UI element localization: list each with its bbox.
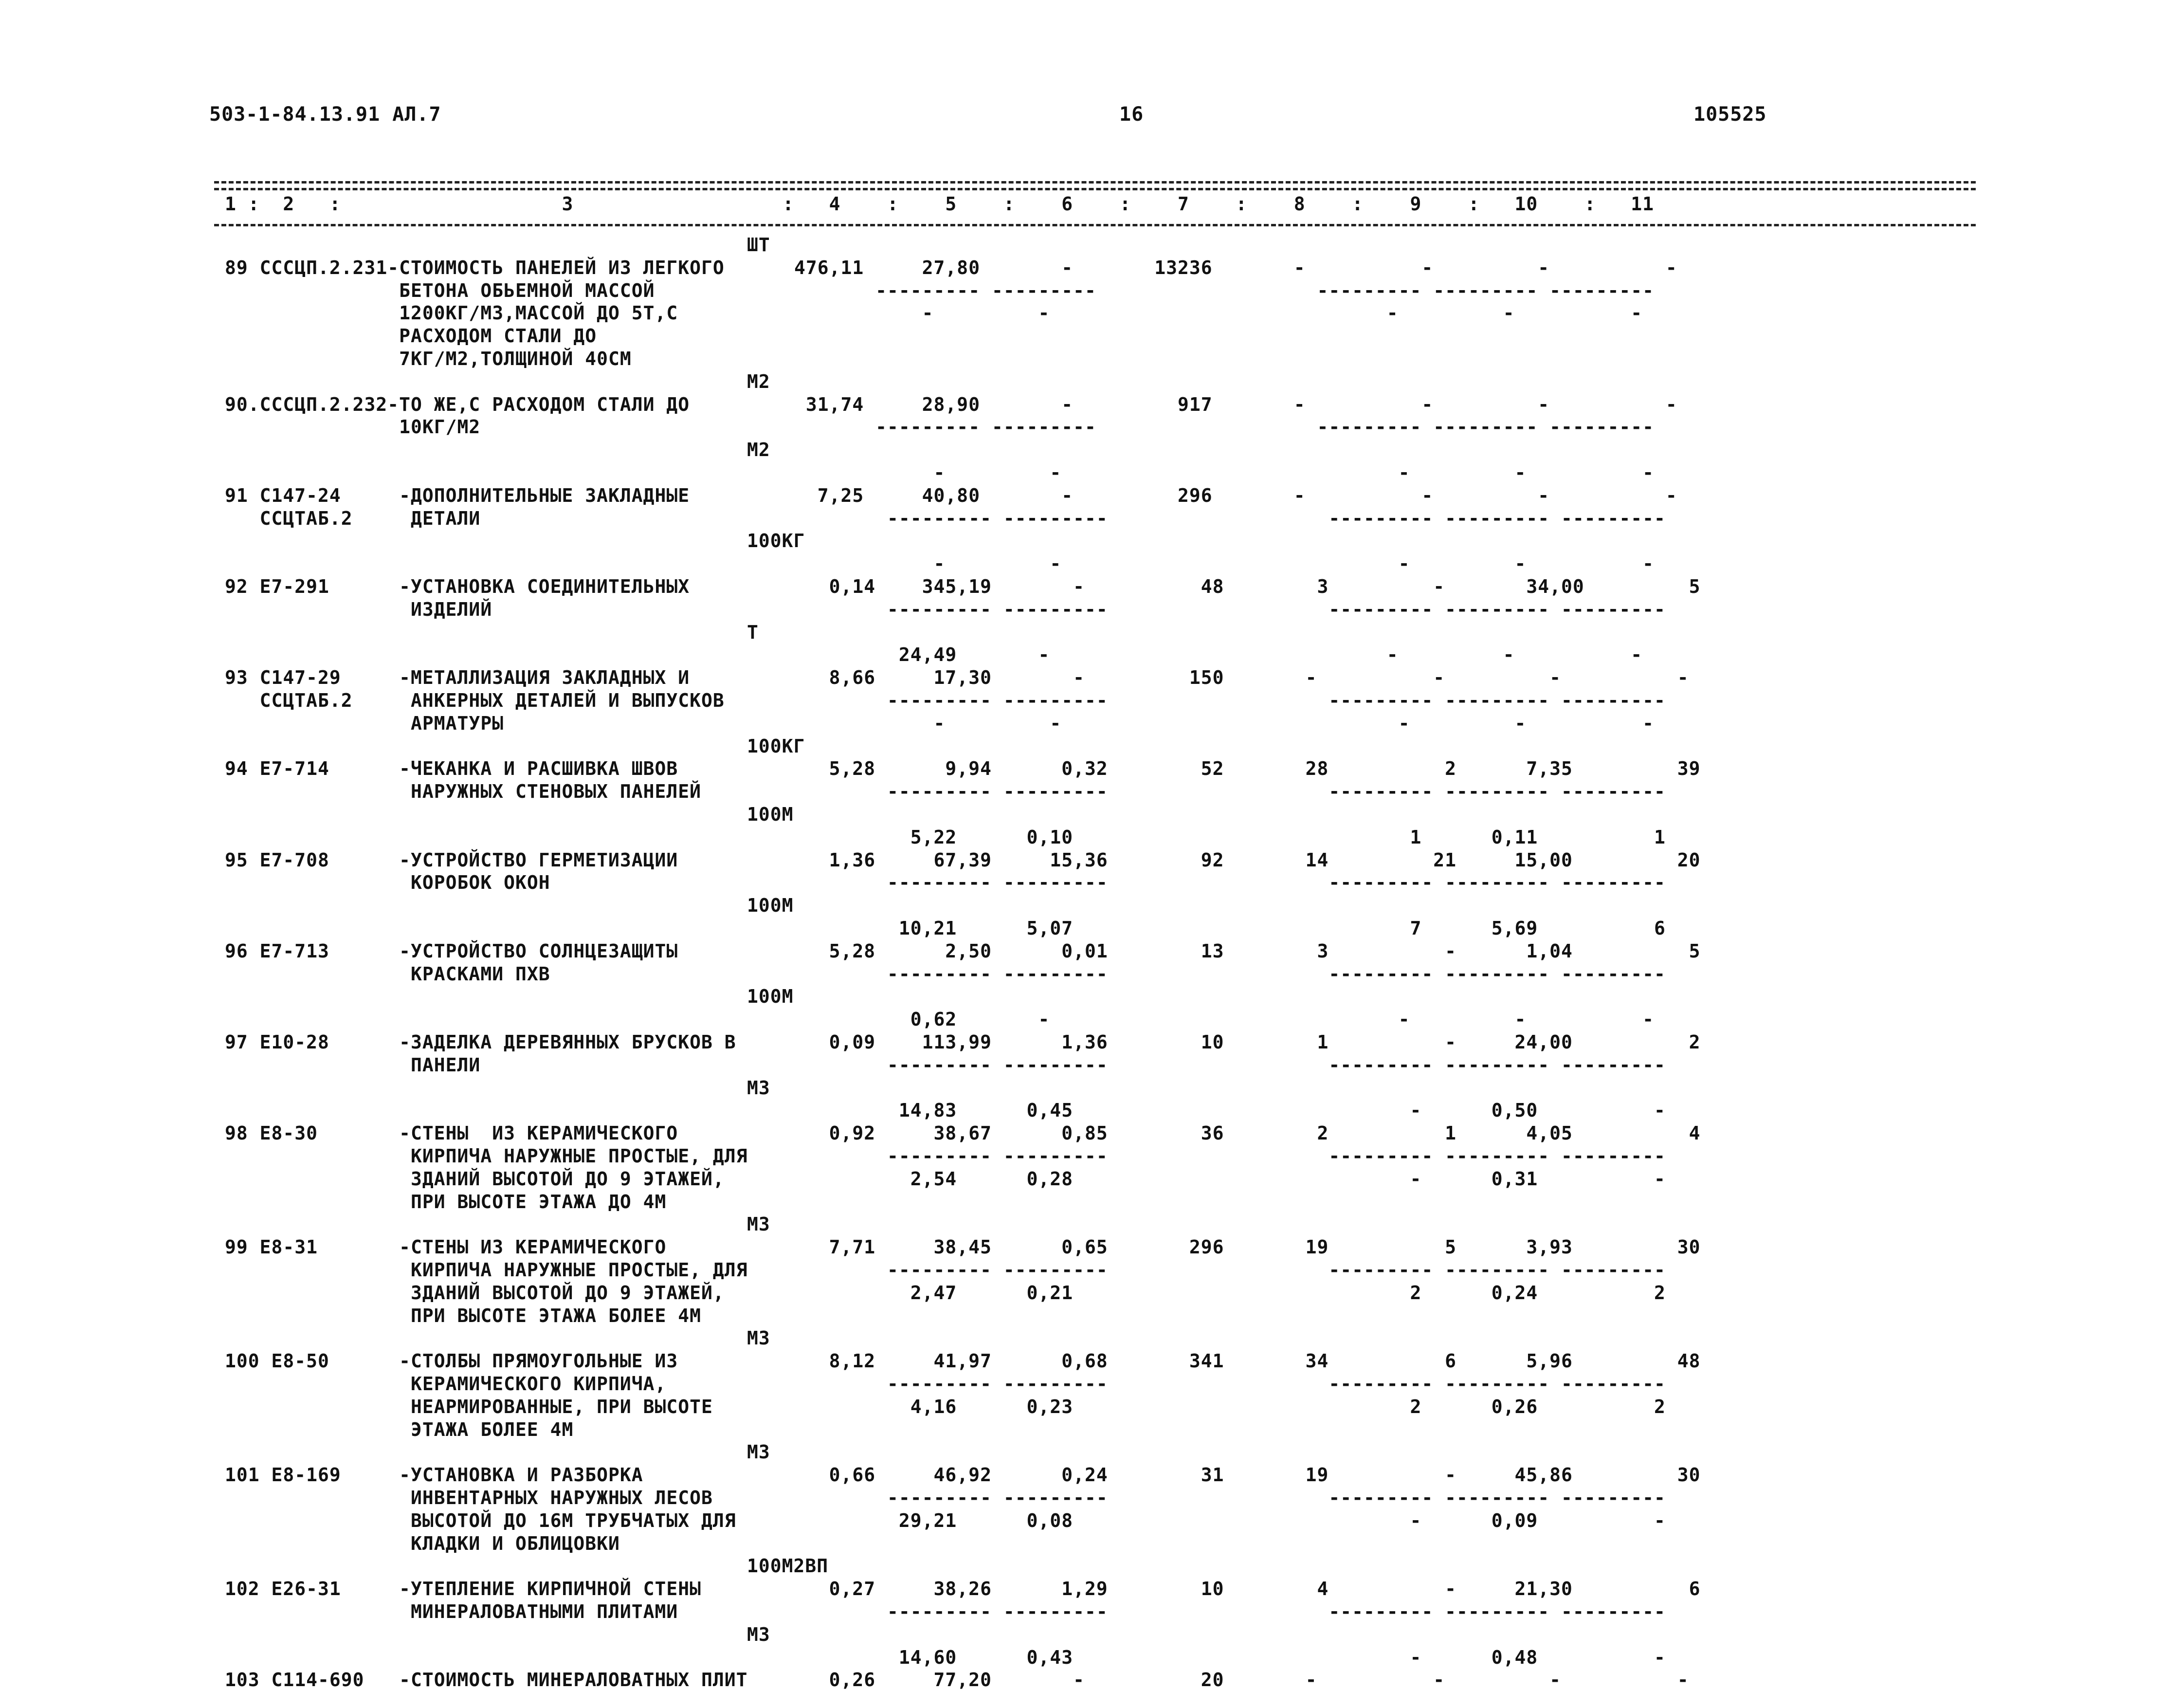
table-row-line: МИНЕРАЛОВАТНЫМИ ПЛИТАМИ --------- --------- --------- --------- ---------	[225, 1601, 1666, 1622]
table-row-line: 1200КГ/М3,МАССОЙ ДО 5Т,С - - - - -	[225, 302, 1643, 324]
page-number: 16	[1119, 103, 1144, 126]
unit-label: М3	[747, 1441, 770, 1463]
table-row-line: ССЦТАБ.2 ДЕТАЛИ --------- --------- --------- --------- ---------	[225, 508, 1666, 529]
table-row-line: 10,21 5,07 7 5,69 6	[225, 918, 1666, 939]
table-row-line: 24,49 - - - -	[225, 644, 1643, 665]
table-row-line: - - - - -	[225, 553, 1654, 574]
unit-label: 100М	[747, 986, 794, 1007]
unit-label: 100КГ	[747, 735, 805, 757]
document-code: 503-1-84.13.91 АЛ.7	[209, 103, 441, 126]
unit-label: 100КГ	[747, 530, 805, 551]
column-header-row: 1 : 2 : 3 : 4 : 5 : 6 : 7 : 8 : 9 : 10 : 11	[225, 193, 1654, 215]
unit-label: М2	[747, 371, 770, 392]
table-row-line: 99 Е8-31 -СТЕНЫ ИЗ КЕРАМИЧЕСКОГО 7,71 38,45 0,65 296 19 5 3,93 30	[225, 1236, 1701, 1258]
table-row-line: 95 Е7-708 -УСТРОЙСТВО ГЕРМЕТИЗАЦИИ 1,36 67,39 15,36 92 14 21 15,00 20	[225, 849, 1701, 871]
table-row-line: 5,22 0,10 1 0,11 1	[225, 827, 1666, 848]
table-row-line: 94 Е7-714 -ЧЕКАНКА И РАСШИВКА ШВОВ 5,28 9,94 0,32 52 28 2 7,35 39	[225, 758, 1701, 779]
unit-label: М3	[747, 1327, 770, 1349]
table-row-line: ЗДАНИЙ ВЫСОТОЙ ДО 9 ЭТАЖЕЙ, 2,54 0,28 - 0,31 -	[225, 1168, 1666, 1190]
unit-label: Т	[747, 622, 759, 643]
table-row-line: ВЫСОТОЙ ДО 16М ТРУБЧАТЫХ ДЛЯ 29,21 0,08 - 0,09 -	[225, 1510, 1666, 1531]
table-row-line: 91 С147-24 -ДОПОЛНИТЕЛЬНЫЕ ЗАКЛАДНЫЕ 7,25 40,80 - 296 - - - -	[225, 485, 1677, 506]
table-row-line: НАРУЖНЫХ СТЕНОВЫХ ПАНЕЛЕЙ --------- --------- --------- --------- ---------	[225, 781, 1666, 802]
table-row-line: 96 Е7-713 -УСТРОЙСТВО СОЛНЦЕЗАЩИТЫ 5,28 2,50 0,01 13 3 - 1,04 5	[225, 940, 1701, 962]
table-row-line: ССЦТАБ.2 АНКЕРНЫХ ДЕТАЛЕЙ И ВЫПУСКОВ --------- --------- --------- --------- ---------	[225, 690, 1666, 711]
table-row-line: КИРПИЧА НАРУЖНЫЕ ПРОСТЫЕ, ДЛЯ --------- --------- --------- --------- ---------	[225, 1145, 1666, 1167]
table-row-line: ЭТАЖА БОЛЕЕ 4М	[225, 1419, 574, 1440]
table-row-line: 100 Е8-50 -СТОЛБЫ ПРЯМОУГОЛЬНЫЕ ИЗ 8,12 41,97 0,68 341 34 6 5,96 48	[225, 1350, 1701, 1372]
table-row-line: - - - - -	[225, 462, 1654, 483]
table-row-line: КИРПИЧА НАРУЖНЫЕ ПРОСТЫЕ, ДЛЯ --------- --------- --------- --------- ---------	[225, 1259, 1666, 1281]
table-row-line: 93 С147-29 -МЕТАЛЛИЗАЦИЯ ЗАКЛАДНЫХ И 8,66 17,30 - 150 - - - -	[225, 667, 1689, 688]
table-row-line: 97 Е10-28 -ЗАДЕЛКА ДЕРЕВЯННЫХ БРУСКОВ В 0,09 113,99 1,36 10 1 - 24,00 2	[225, 1031, 1701, 1053]
table-top-rule	[214, 181, 1976, 184]
table-row-line: 14,83 0,45 - 0,50 -	[225, 1100, 1666, 1121]
table-row-line: 98 Е8-30 -СТЕНЫ ИЗ КЕРАМИЧЕСКОГО 0,92 38,67 0,85 36 2 1 4,05 4	[225, 1122, 1701, 1144]
table-row-line: КЛАДКИ И ОБЛИЦОВКИ	[225, 1533, 620, 1554]
table-row-line: 89 СССЦП.2.231-СТОИМОСТЬ ПАНЕЛЕЙ ИЗ ЛЕГКОГО 476,11 27,80 - 13236 - - - -	[225, 257, 1677, 278]
table-top-rule-2	[214, 188, 1976, 190]
table-row-line: РАСХОДОМ СТАЛИ ДО	[225, 325, 597, 347]
unit-label: 100М2ВП	[747, 1555, 829, 1577]
unit-label: 100М	[747, 804, 794, 825]
table-row-line: ПАНЕЛИ --------- --------- --------- --------- ---------	[225, 1054, 1666, 1076]
table-row-line: НЕАРМИРОВАННЫЕ, ПРИ ВЫСОТЕ 4,16 0,23 2 0,26 2	[225, 1396, 1666, 1417]
unit-label: М3	[747, 1077, 770, 1099]
table-row-line: ИНВЕНТАРНЫХ НАРУЖНЫХ ЛЕСОВ --------- --------- --------- --------- ---------	[225, 1487, 1666, 1508]
table-row-line: ИЗДЕЛИЙ --------- --------- --------- --------- ---------	[225, 599, 1666, 620]
table-row-line: АРМАТУРЫ - - - - -	[225, 713, 1654, 734]
table-row-line: 92 Е7-291 -УСТАНОВКА СОЕДИНИТЕЛЬНЫХ 0,14 345,19 - 48 3 - 34,00 5	[225, 576, 1701, 597]
table-row-line: КОРОБОК ОКОН --------- --------- --------- --------- ---------	[225, 872, 1666, 893]
table-row-line: 14,60 0,43 - 0,48 -	[225, 1647, 1666, 1668]
table-row-line: 90.СССЦП.2.232-ТО ЖЕ,С РАСХОДОМ СТАЛИ ДО 31,74 28,90 - 917 - - - -	[225, 394, 1677, 415]
document-number: 105525	[1693, 103, 1767, 126]
unit-label: М3	[747, 1213, 770, 1235]
unit-label: М3	[747, 1624, 770, 1645]
table-row-line: КРАСКАМИ ПХВ --------- --------- --------- --------- ---------	[225, 963, 1666, 985]
table-row-line: 10КГ/М2 --------- --------- --------- --------- ---------	[225, 416, 1654, 438]
table-row-line: 103 С114-690 -СТОИМОСТЬ МИНЕРАЛОВАТНЫХ ПЛИТ 0,26 77,20 - 20 - - - -	[225, 1669, 1689, 1691]
table-row-line: ПРИ ВЫСОТЕ ЭТАЖА ДО 4М	[225, 1191, 667, 1213]
table-row-line: БЕТОНА ОБЬЕМНОЙ МАССОЙ --------- --------- --------- --------- ---------	[225, 280, 1654, 301]
table-row-line: 0,62 - - - -	[225, 1009, 1654, 1030]
unit-label: М2	[747, 439, 770, 460]
table-row-line: 101 Е8-169 -УСТАНОВКА И РАЗБОРКА 0,66 46,92 0,24 31 19 - 45,86 30	[225, 1464, 1701, 1486]
unit-label: ШТ	[747, 234, 770, 256]
table-row-line: 7КГ/М2,ТОЛЩИНОЙ 40СМ	[225, 348, 632, 369]
table-row-line: ПРИ ВЫСОТЕ ЭТАЖА БОЛЕЕ 4М	[225, 1305, 701, 1326]
table-row-line: 102 Е26-31 -УТЕПЛЕНИЕ КИРПИЧНОЙ СТЕНЫ 0,27 38,26 1,29 10 4 - 21,30 6	[225, 1578, 1701, 1599]
table-row-line: ЗДАНИЙ ВЫСОТОЙ ДО 9 ЭТАЖЕЙ, 2,47 0,21 2 0,24 2	[225, 1282, 1666, 1304]
table-header-rule	[214, 224, 1976, 226]
table-row-line: КЕРАМИЧЕСКОГО КИРПИЧА, --------- --------- --------- --------- ---------	[225, 1373, 1666, 1395]
unit-label: 100М	[747, 895, 794, 916]
